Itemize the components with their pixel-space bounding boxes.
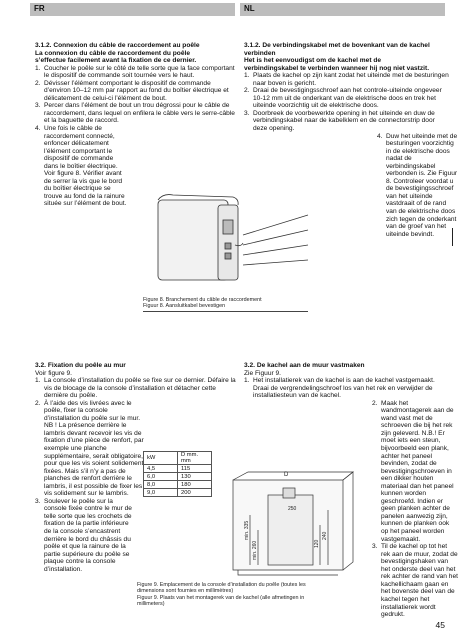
section-heading: 3.1.2. Connexion du câble de raccordement au poêle [35,42,200,49]
header-nl [240,3,445,16]
header-fr [30,3,235,16]
figure-9-caption [137,582,312,608]
list-item: 2. Draai de bevestigingsschroef aan het controle-uiteinde ongeveer 10-12 mm uit de onderkant van de elektrische doos en trek het uiteinde voorzichtig uit de elektrische doos. [244,87,442,110]
caption-nl: Figuur 9. Plaats van het montagerek van de kachel (alle afmetingen in millimeters) [137,594,305,608]
header-fr-label: FR [34,4,45,13]
caption-fr: Figure 8. Branchement du câble de raccordement [143,297,262,303]
header-nl-label: NL [244,4,255,13]
list-item: 2. Maak het wandmontagerek aan de wand vast met de schroeven die bij het rek zijn geleverd. N.B.! Er moet iets een steun, bijvoorbeeld een plank, achter het paneel bevinden, zodat de bevestigingschroeven in een dikker houten materiaal dan het paneel kunnen worden geschroefd. Indien er geen planken achter de panelen aanwezig zijn, kunnen de planken ook op het paneel worden vastgemaakt. [372,399,454,543]
list-item: 4. Duw het uiteinde met de besturingen voorzichtig in de elektrische doos nadat de verbindingskabel verbonden is. Zie Figuur 8. Controleer voordat u de bevestigingsschroef van het uiteinde vastdraait of de rand van de elektrische doos zich tegen de onderkant van de groef van het uiteinde bevindt. [377,132,458,238]
table-row [144,489,212,497]
figure-ref: Voir figure 9. [35,369,73,377]
fr-section-312 [35,42,237,208]
list-item: 1. Coucher le poêle sur le côté de telle sorte que la face comportant le dispositif de commande soit tournée vers le haut. [35,64,235,80]
section-heading: 3.2. Fixation du poêle au mur [35,362,126,369]
list-item: 3. Soulever le poêle sur la console fixée contre le mur de telle sorte que les crochets de fixation de la partie inférieure de la console s’encastrent derrière le bord du châssis du poêle et que la rainure de la partie supérieure du poêle se plaque contre la console d’installation. [35,497,132,573]
table-cell: 4,5 [144,465,178,473]
figure-8-caption [143,297,333,310]
table-cell: 9,0 [144,489,178,497]
table-cell: 200 [178,489,212,497]
table-header-cell: D mm. mm [178,452,212,465]
dim-min-260: min. 260 [252,540,258,560]
figure-ref: Zie Figuur 9. [244,369,282,377]
table-row [144,465,212,473]
bold-line: Het is het eenvoudigst om de kachel met de [244,57,382,65]
table-row [144,473,212,481]
caption-fr: Figure 9. Emplacement de la console d’installation du poêle (toutes les dimensions sont fournies en millimètres) [137,582,306,595]
kw-dimension-table [143,451,212,497]
table-row [144,481,212,489]
table-header-row [144,452,212,465]
list-item: 3. Til de kachel op tot het rek aan de muur, zodat de bevestigingshaken van het onderste deel van het rek achter de rand van het kachellichaam gaan en het bovenste deel van de kachel tegen het installatierek wordt gedrukt. [372,543,458,619]
section-heading: 3.2. De kachel aan de muur vastmaken [244,362,365,369]
caption-nl: Figuur 8. Aansluitkabel bevestigen [143,303,226,310]
dim-d: D [284,472,289,478]
figure-9-drawing [228,470,358,580]
bold-line: La connexion du câble de raccordement du poêle [35,49,190,57]
list-item: 2. Dévisser l’élément comportant le dispositif de commande d’environ 10–12 mm par rapport au fond du boîtier électrique et délicatement de celui-ci l’élément de bout. [35,79,229,102]
section-heading: 3.1.2. De verbindingskabel met de bovenkant van de kachel verbinden [244,42,430,57]
figure-8-rule [143,311,308,312]
figure-8-drawing [143,185,313,300]
table-cell: 130 [178,473,212,481]
table-header-cell: kW [144,452,178,465]
list-item: 4. Une fois le câble de raccordement connecté, enfoncer délicatement l’élément comportant le dispositif de commande dans le boîtier électrique. Voir figure 8. Vérifier avant de serrer la vis que le bord du boîtier électrique se trouve au fond de la rainure située sur l’élément de bout. [35,125,127,208]
bold-line: verbindingskabel te verbinden wanneer hij nog niet vastzit. [244,64,430,72]
table-cell: 6,0 [144,473,178,481]
dim-min-335: min. 335 [244,520,250,540]
list-item: 3. Doorbreek de voorbewerkte opening in het uiteinde en duw de verbindingskabel naar de kabelklem en de connectorstrip door deze opening. [244,109,435,133]
list-item: 1. Plaats de kachel op zijn kant zodat het uiteinde met de besturingen naar boven is gericht. [244,72,449,87]
table-cell: 115 [178,465,212,473]
list-item: 3. Percer dans l’élément de bout un trou dégrossi pour le câble de raccordement, dans lequel on enfilera le câble vers le serre-câble et la baguette de raccord. [35,102,235,125]
list-item: 2. À l’aide des vis livrées avec le poêle, fixer la console d’installation du poêle sur le mur. NB ! La présence derrière le lambris devant recevoir les vis de fixation d’une pièce de renfort, par exemple une planche supplémentaire, serait obligatoire, pour que les vis soient solidement fixées. Mais s’il n’y a pas de planches de renfort derrière le lambris, il est possible de fixer les vis solidement sur le lambris. [35,399,144,498]
bold-line: s’effectue facilement avant la fixation de ce dernier. [35,57,197,65]
table-cell: 180 [178,481,212,489]
page-number: 45 [435,620,445,630]
dim-240: 240 [322,531,328,540]
dim-120: 120 [314,539,320,548]
side-margin-mark [452,228,453,246]
list-item: 1. La console d’installation du poêle se fixe sur ce dernier. Défaire la vis de blocage de la console d’installation et détacher cette dernière du poêle. [35,377,236,400]
dim-250: 250 [288,506,297,512]
list-item: 1. Het installatierek van de kachel is aan de kachel vastgemaakt. Draai de vergrendelingschroef los van het rek en verwijder de installatiesteun van de kachel. [244,377,435,400]
table-cell: 8,0 [144,481,178,489]
